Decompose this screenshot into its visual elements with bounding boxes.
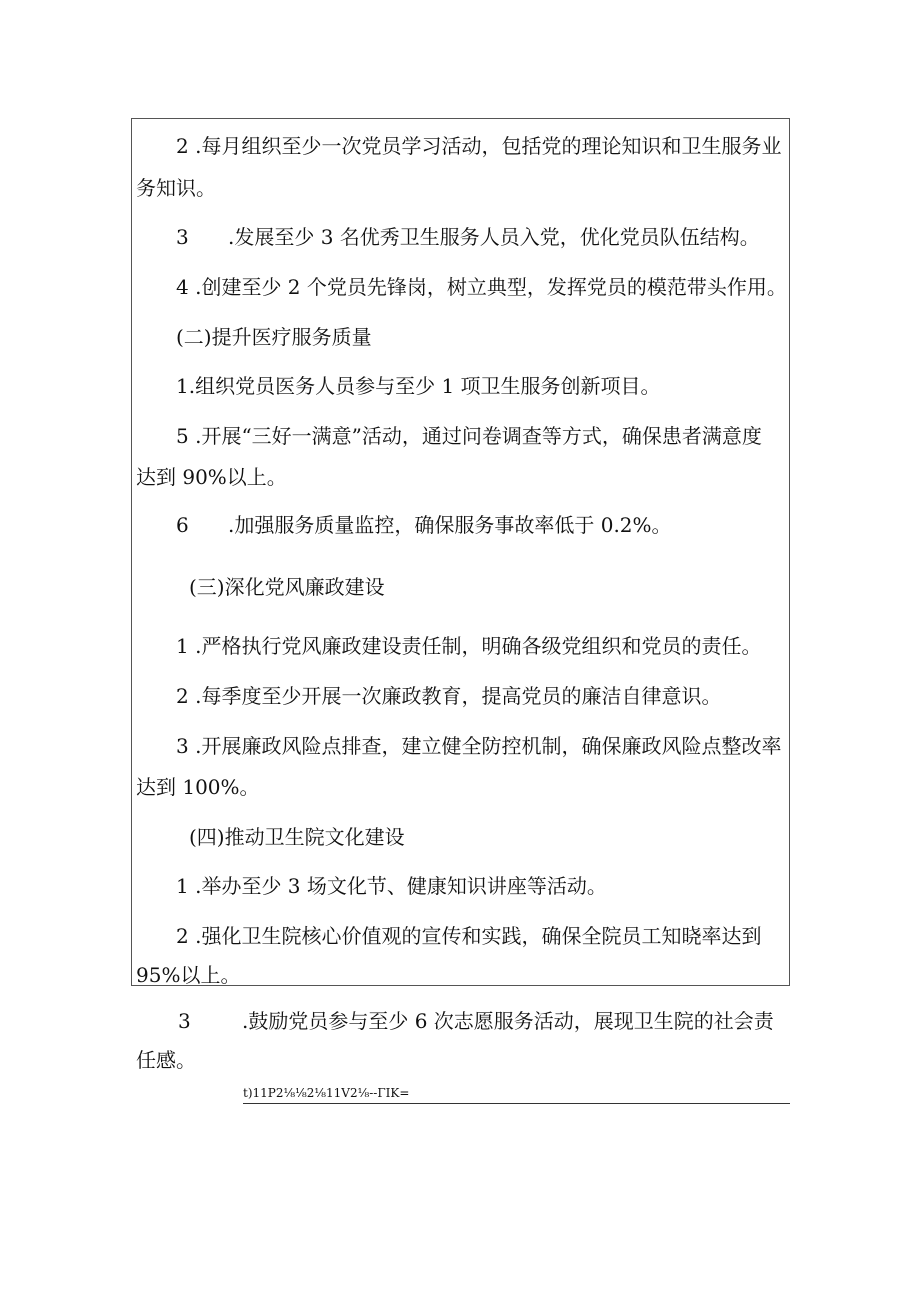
item-number: 4	[176, 275, 189, 299]
item-number: 2	[176, 134, 189, 158]
item-text: .每月组织至少一次党员学习活动，包括党的理论知识和卫生服务业	[195, 134, 782, 158]
item-text: .每季度至少开展一次廉政教育，提高党员的廉洁自律意识。	[195, 684, 722, 708]
paragraph-continuation: 务知识。	[136, 176, 216, 200]
paragraph-line: 1.组织党员医务人员参与至少 1 项卫生服务创新项目。	[176, 374, 661, 398]
item-text: .发展至少 3 名优秀卫生服务人员入党，优化党员队伍结构。	[228, 225, 760, 249]
item-number: 3	[176, 225, 189, 249]
item-number: 3	[178, 1009, 191, 1033]
item-text: .开展廉政风险点排查，建立健全防控机制，确保廉政风险点整改率	[195, 734, 782, 758]
item-number: 1	[176, 634, 189, 658]
section-heading: (二)提升医疗服务质量	[176, 325, 372, 349]
section-heading: (四)推动卫生院文化建设	[189, 825, 405, 849]
paragraph-line	[176, 734, 781, 758]
paragraph-line	[176, 513, 672, 537]
item-number: 2	[176, 924, 189, 948]
item-number: 1	[176, 874, 189, 898]
footer-rule	[243, 1103, 790, 1104]
paragraph-line	[176, 275, 787, 299]
paragraph-continuation: 任感。	[136, 1048, 196, 1072]
paragraph-line	[176, 684, 721, 708]
item-text: .鼓励党员参与至少 6 次志愿服务活动，展现卫生院的社会责	[242, 1009, 774, 1033]
paragraph-line	[176, 634, 761, 658]
item-number: 5	[176, 424, 189, 448]
paragraph-continuation: 达到 100%。	[136, 775, 260, 799]
item-number: 6	[176, 513, 189, 537]
item-text: .开展“三好一满意”活动，通过问卷调查等方式，确保患者满意度	[195, 424, 762, 448]
item-text: .举办至少 3 场文化节、健康知识讲座等活动。	[195, 874, 607, 898]
section-heading: (三)深化党风廉政建设	[189, 575, 385, 599]
footer-garbled-text: t)11P2⅛⅛2⅛11V2⅛--ΓIK=	[243, 1086, 410, 1100]
paragraph-line	[176, 874, 607, 898]
item-text: .严格执行党风廉政建设责任制，明确各级党组织和党员的责任。	[195, 634, 762, 658]
paragraph-continuation: 达到 90%以上。	[136, 465, 287, 489]
paragraph-continuation: 95%以上。	[136, 963, 241, 987]
item-text: .强化卫生院核心价值观的宣传和实践，确保全院员工知晓率达到	[195, 924, 762, 948]
item-text: .创建至少 2 个党员先锋岗，树立典型，发挥党员的模范带头作用。	[195, 275, 787, 299]
paragraph-line	[176, 225, 760, 249]
paragraph-line	[176, 424, 762, 448]
item-text: .加强服务质量监控，确保服务事故率低于 0.2%。	[228, 513, 672, 537]
item-number: 3	[176, 734, 189, 758]
item-number: 2	[176, 684, 189, 708]
paragraph-line	[178, 1009, 774, 1033]
paragraph-line	[176, 134, 781, 158]
paragraph-line	[176, 924, 761, 948]
